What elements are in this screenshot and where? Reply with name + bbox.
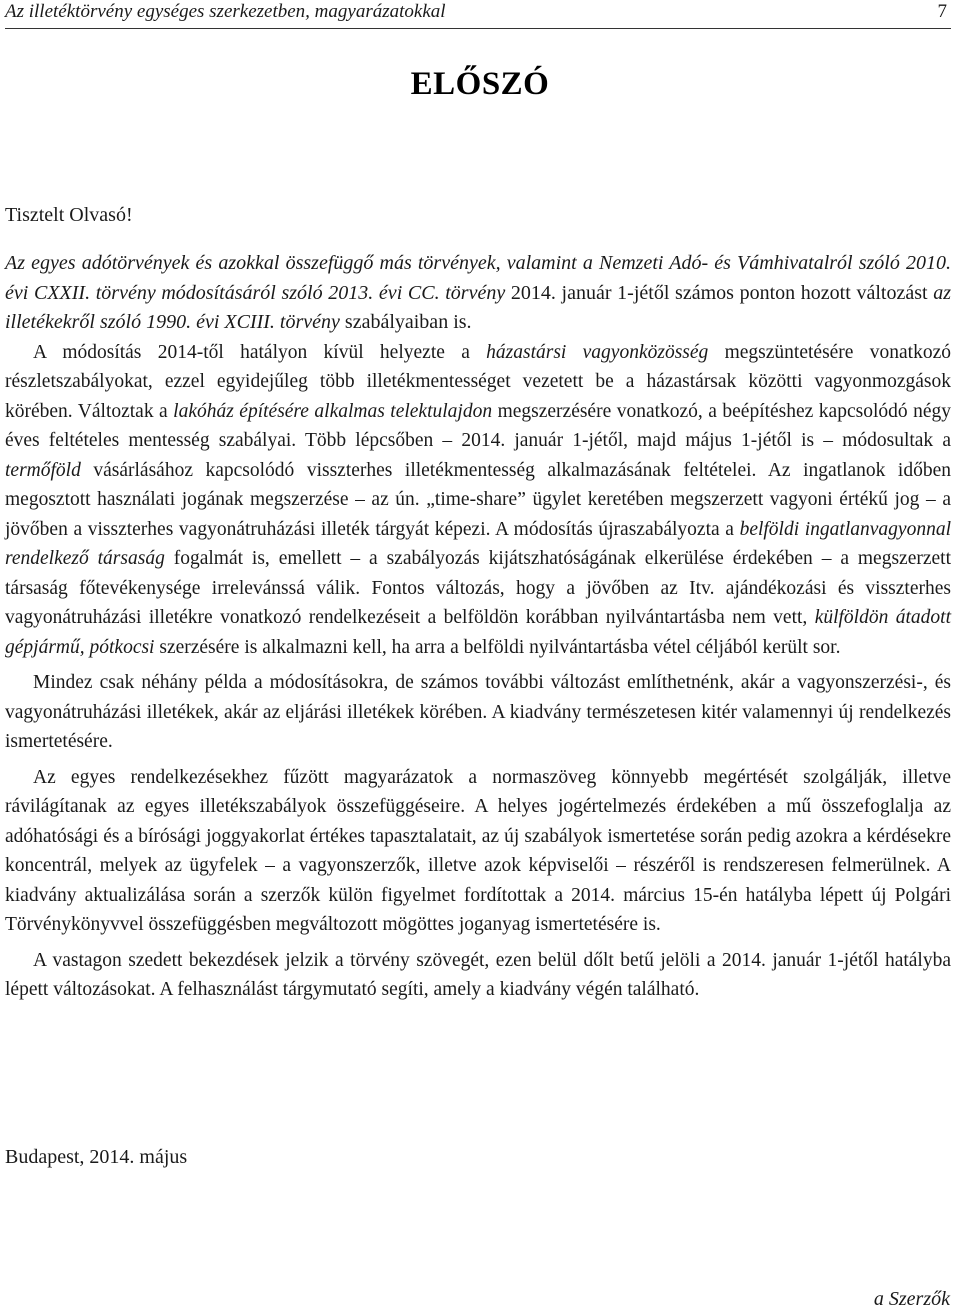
paragraph-changes <box>5 338 951 663</box>
paragraph-changes-italic-2: lakóház építésére alkalmas telektulajdon <box>173 400 493 422</box>
paragraph-changes-text-5: fogalmát is, emellett – a szabályozás kijátszhatóságának elkerülése érdekében – a megszerzett társaság főtevékenysége irrelevánssá válik. Fontos változás, hogy a jövőben az Itv. ajándékozási és visszterhes vagyonátruházási illetékre vonatkozó rendelkezéseit a belföldön korábban nyilvántartásba nem vett, <box>5 548 951 628</box>
paragraph-changes-italic-4: belföldi ingatlanvagyonnal rendelkező társaság <box>5 518 951 569</box>
paragraph-explanations: Az egyes rendelkezésekhez fűzött magyarázatok a normaszöveg könnyebb megértését szolgálják, illetve rávilágítanak az egyes illetékszabályok összefüggéseire. A helyes jogértelmezés érdekében a mű összefoglalja az adóhatósági és a bírósági joggyakorlat értékes tapasztalatait, az új szabályok ismertetése során pedig azokra a kérdésekre koncentrál, melyek az ügyfelek – a vagyonszerzők, illetve azok képviselői – részéről is rendszeresen felmerülnek. A kiadvány aktualizálása során a szerzők külön figyelmet fordítottak a 2014. március 15-én hatályba lépett új Polgári Törvénykönyvvel összefüggésben megváltozott mögöttes joganyag ismertetésére is. <box>5 766 951 935</box>
place-and-date: Budapest, 2014. május <box>5 1146 188 1168</box>
page-title: ELŐSZÓ <box>410 66 550 102</box>
paragraph-changes-italic-5: külföldön átadott gépjármű, pótkocsi <box>5 607 951 658</box>
running-title: Az illetéktörvény egységes szerkezetben, magyarázatokkal <box>5 1 446 22</box>
signature: a Szerzők <box>873 1288 950 1310</box>
paragraph-intro-italic-2: az illetékekről szóló 1990. évi XCIII. törvény <box>5 281 951 333</box>
paragraph-examples: Mindez csak néhány példa a módosításokra, de számos további változást említhetnénk, akár a vagyonszerzési-, és vagyonátruházási illetékek, akár az eljárási illetékek körében. A kiadvány természetesen kitér valamennyi új rendelkezés ismertetésére. <box>5 672 951 752</box>
paragraph-changes-text-3: megszerzésére vonatkozó, a beépítéshez kapcsolódó négy éves feltételes mentesség szabályai. Több lépcsőben – 2014. január 1-jétől, majd május 1-jétől is – módosultak a <box>5 400 951 451</box>
paragraph-intro-text-1: 2014. január 1-jétől számos ponton hozott változást <box>505 281 934 304</box>
paragraph-changes-text-4: vásárlásához kapcsolódó visszterhes illetékmentesség alkalmazásának feltételei. Az ingatlanok időben megosztott használati jogának megszerzése – az ún. „time-share” ügylet keretében megszerzett vagyoni értékű jog – a jövőben a visszterhes vagyonátruházási illeték tárgyát képezi. A módosítás újraszabályozta a <box>5 459 951 540</box>
paragraph-intro-italic-1: Az egyes adótörvények és azokkal összefüggő más törvények, valamint a Nemzeti Adó- és Vámhivatalról szóló 2010. évi CXXII. törvény módosításáról szóló 2013. évi CC. törvény <box>5 252 951 304</box>
paragraph-intro-text-2: szabályaiban is. <box>339 311 472 333</box>
running-header <box>5 0 951 29</box>
page-number: 7 <box>937 1 947 22</box>
paragraph-changes-italic-1: házastársi vagyonközösség <box>486 341 709 363</box>
paragraph-intro <box>5 249 951 338</box>
salutation: Tisztelt Olvasó! <box>5 204 133 226</box>
paragraph-changes-text-1: A módosítás 2014-től hatályon kívül helyezte a <box>33 341 487 363</box>
paragraph-changes-text-2: megszüntetésére vonatkozó részletszabályokat, ezzel egyidejűleg több illetékmentességet vezetett be a házastársak közötti vagyonmozgások körében. Változtak a <box>5 341 951 422</box>
preface-body <box>5 249 951 1005</box>
paragraph-changes-text-6: szerzésére is alkalmazni kell, ha arra a belföldi nyilvántartásba vétel céljából került sor. <box>154 636 841 658</box>
paragraph-changes-italic-3: termőföld <box>5 459 81 481</box>
paragraph-typography: A vastagon szedett bekezdések jelzik a törvény szövegét, ezen belül dőlt betű jelöli a 2014. január 1-jétől hatályba lépett változásokat. A felhasználást tárgymutató segíti, amely a kiadvány végén található. <box>5 949 951 1000</box>
